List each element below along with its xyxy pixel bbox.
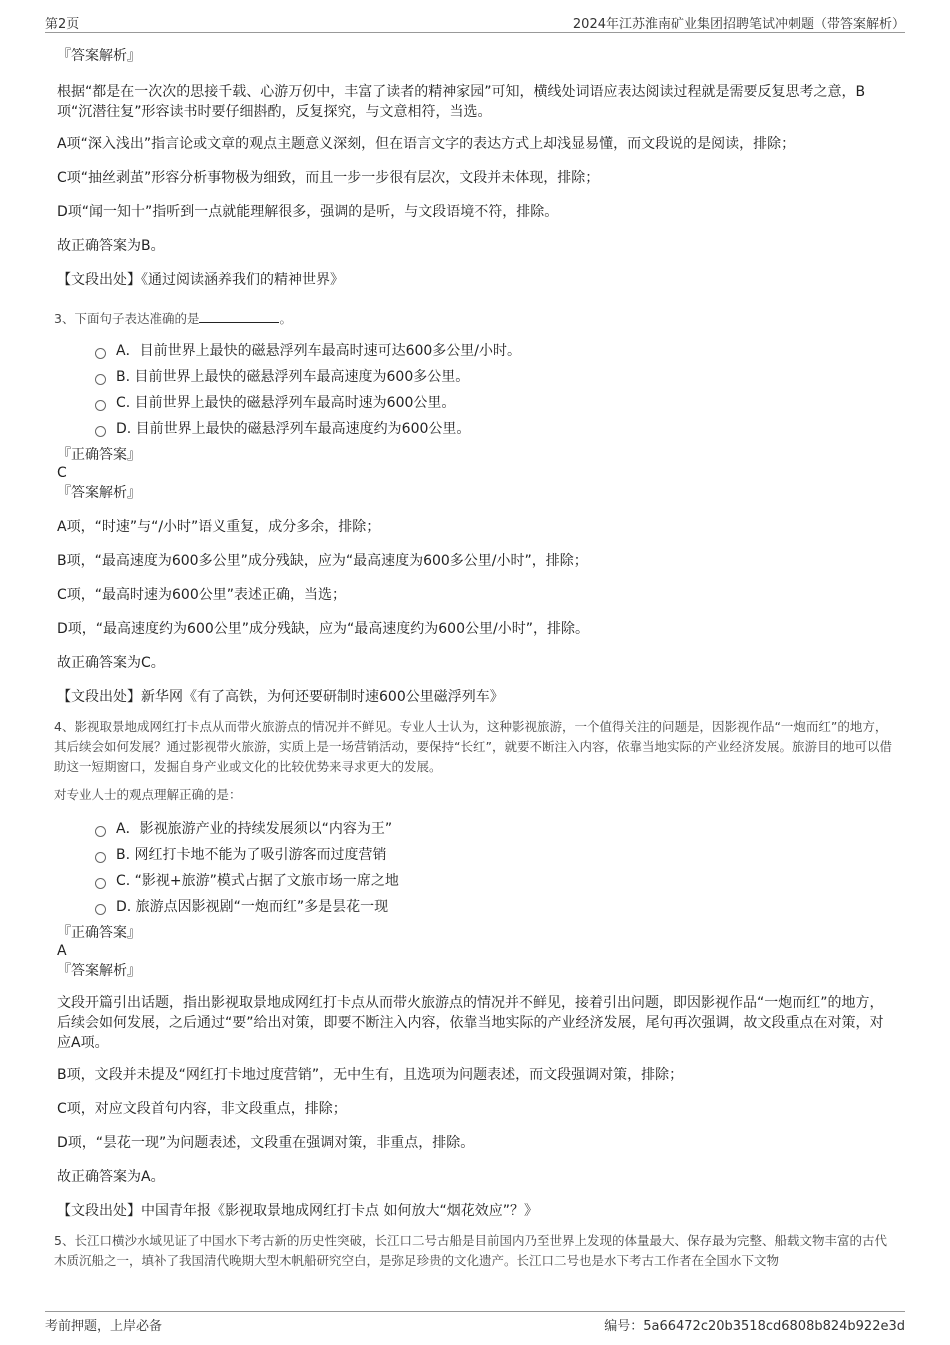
radio-icon[interactable] xyxy=(95,400,106,411)
analysis-option-a: A项“深入浅出”指言论或文章的观点主题意义深刻，但在语言文字的表达方式上却浅显易懂，而文段说的是阅读，排除； xyxy=(57,136,796,152)
question-stem: 4、影视取景地成网红打卡点从而带火旅游点的情况并不鲜见。专业人士认为，这种影视旅游，一个值得关注的问题是，因影视作品“一炮而红”的地方，其后续会如何发展？通过影视带火旅游，实质上是一场营销活动，要保持“长红”，就要不断注入内容，依靠当地实际的产业经济发展。旅游目的地可以借助这一短期窗口，发掘自身产业或文化的比较优势来寻求更大的发展。 xyxy=(54,719,892,774)
question-stem-end: 。 xyxy=(279,311,292,326)
radio-icon[interactable] xyxy=(95,878,106,889)
option-label: C. 目前世界上最快的磁悬浮列车最高时速为600公里。 xyxy=(116,395,456,411)
option-a[interactable] xyxy=(95,819,893,839)
analysis-label: 『答案解析』 xyxy=(57,963,141,979)
footer-note: 考前押题，上岸必备 xyxy=(45,1319,163,1334)
option-label: D. 旅游点因影视剧“一炮而红”多是昙花一现 xyxy=(116,899,389,915)
question-stem-text: 3、下面句子表达准确的是 xyxy=(54,311,200,326)
question-prompt: 对专业人士的观点理解正确的是： xyxy=(54,787,242,802)
option-d[interactable] xyxy=(95,419,893,439)
radio-icon[interactable] xyxy=(95,348,106,359)
option-label: C. “影视+旅游”模式占据了文旅市场一席之地 xyxy=(116,873,399,889)
radio-icon[interactable] xyxy=(95,426,106,437)
option-c[interactable] xyxy=(95,871,893,891)
source: 【文段出处】中国青年报《影视取景地成网红打卡点 如何放大“烟花效应”？》 xyxy=(57,1203,538,1219)
option-d[interactable] xyxy=(95,897,893,917)
footer-code-value: 5a66472c20b3518cd6808b824b922e3d xyxy=(643,1319,905,1334)
analysis-paragraph: 根据“都是在一次次的思接千载、心游万仞中，丰富了读者的精神家园”可知，横线处词语应表达阅读过程就是需要反复思考之意，B项“沉潜往复”形容读书时要仔细斟酌，反复探究，与文意相符，当选。 xyxy=(57,84,866,120)
page-header xyxy=(45,10,905,33)
source: 【文段出处】《通过阅读涵养我们的精神世界》 xyxy=(57,272,344,288)
conclusion: 故正确答案为B。 xyxy=(57,238,165,254)
correct-answer: A xyxy=(57,943,67,959)
page-number: 第2页 xyxy=(45,17,80,32)
question-stem: 5、长江口横沙水域见证了中国水下考古新的历史性突破，长江口二号古船是目前国内乃至世界上发现的体量最大、保存最为完整、船载文物丰富的古代木质沉船之一，填补了我国清代晚期大型木帆船研究空白，是弥足珍贵的文化遗产。长江口二号也是水下考古工作者在全国水下文物 xyxy=(54,1233,887,1268)
analysis-label: 『答案解析』 xyxy=(57,48,141,64)
option-label: A．影视旅游产业的持续发展须以“内容为王” xyxy=(116,821,393,837)
document-body xyxy=(54,44,893,1271)
source: 【文段出处】新华网《有了高铁，为何还要研制时速600公里磁浮列车》 xyxy=(57,689,504,705)
radio-icon[interactable] xyxy=(95,904,106,915)
conclusion: 故正确答案为A。 xyxy=(57,1169,165,1185)
analysis-option-d: D项，“最高速度约为600公里”成分残缺，应为“最高速度约为600公里/小时”，排除。 xyxy=(57,621,589,637)
radio-icon[interactable] xyxy=(95,852,106,863)
option-label: B. 目前世界上最快的磁悬浮列车最高速度为600多公里。 xyxy=(116,369,470,385)
radio-icon[interactable] xyxy=(95,826,106,837)
analysis-paragraph: 文段开篇引出话题，指出影视取景地成网红打卡点从而带火旅游点的情况并不鲜见，接着引出问题，即因影视作品“一炮而红”的地方，后续会如何发展，之后通过“要”给出对策，即要不断注入内容，依靠当地实际的产业经济发展，尾句再次强调，故文段重点在对策，对应A项。 xyxy=(57,995,884,1051)
analysis-option-c: C项“抽丝剥茧”形容分析事物极为细致，而且一步一步很有层次，文段并未体现，排除； xyxy=(57,170,600,186)
option-a[interactable] xyxy=(95,341,893,361)
option-label: A．目前世界上最快的磁悬浮列车最高时速可达600多公里/小时。 xyxy=(116,343,522,359)
analysis-option-c: C项，对应文段首句内容，非文段重点，排除； xyxy=(57,1101,347,1117)
footer-code-label: 编号： xyxy=(604,1319,644,1334)
analysis-option-c: C项，“最高时速为600公里”表述正确，当选； xyxy=(57,587,347,603)
option-label: D. 目前世界上最快的磁悬浮列车最高速度约为600公里。 xyxy=(116,421,471,437)
correct-answer-label: 『正确答案』 xyxy=(57,925,141,941)
correct-answer-label: 『正确答案』 xyxy=(57,447,141,463)
option-b[interactable] xyxy=(95,367,893,387)
answer-blank xyxy=(199,308,279,323)
option-b[interactable] xyxy=(95,845,893,865)
conclusion: 故正确答案为C。 xyxy=(57,655,165,671)
document-title: 2024年江苏淮南矿业集团招聘笔试冲刺题（带答案解析） xyxy=(572,17,905,32)
correct-answer: C xyxy=(57,465,67,481)
analysis-option-d: D项，“昙花一现”为问题表述，文段重在强调对策，非重点，排除。 xyxy=(57,1135,475,1151)
analysis-option-b: B项，“最高速度为600多公里”成分残缺，应为“最高速度为600多公里/小时”，排除； xyxy=(57,553,588,569)
option-c[interactable] xyxy=(95,393,893,413)
radio-icon[interactable] xyxy=(95,374,106,385)
analysis-option-b: B项，文段并未提及“网红打卡地过度营销”，无中生有，且选项为问题表述，而文段强调对策，排除； xyxy=(57,1067,684,1083)
footer-code xyxy=(604,1315,905,1334)
page-footer xyxy=(45,1311,905,1334)
analysis-label: 『答案解析』 xyxy=(57,485,141,501)
option-label: B. 网红打卡地不能为了吸引游客而过度营销 xyxy=(116,847,387,863)
analysis-option-d: D项“闻一知十”指听到一点就能理解很多，强调的是听，与文段语境不符，排除。 xyxy=(57,204,559,220)
question-stem xyxy=(54,308,893,329)
analysis-option-a: A项，“时速”与“/小时”语义重复，成分多余，排除； xyxy=(57,519,381,535)
